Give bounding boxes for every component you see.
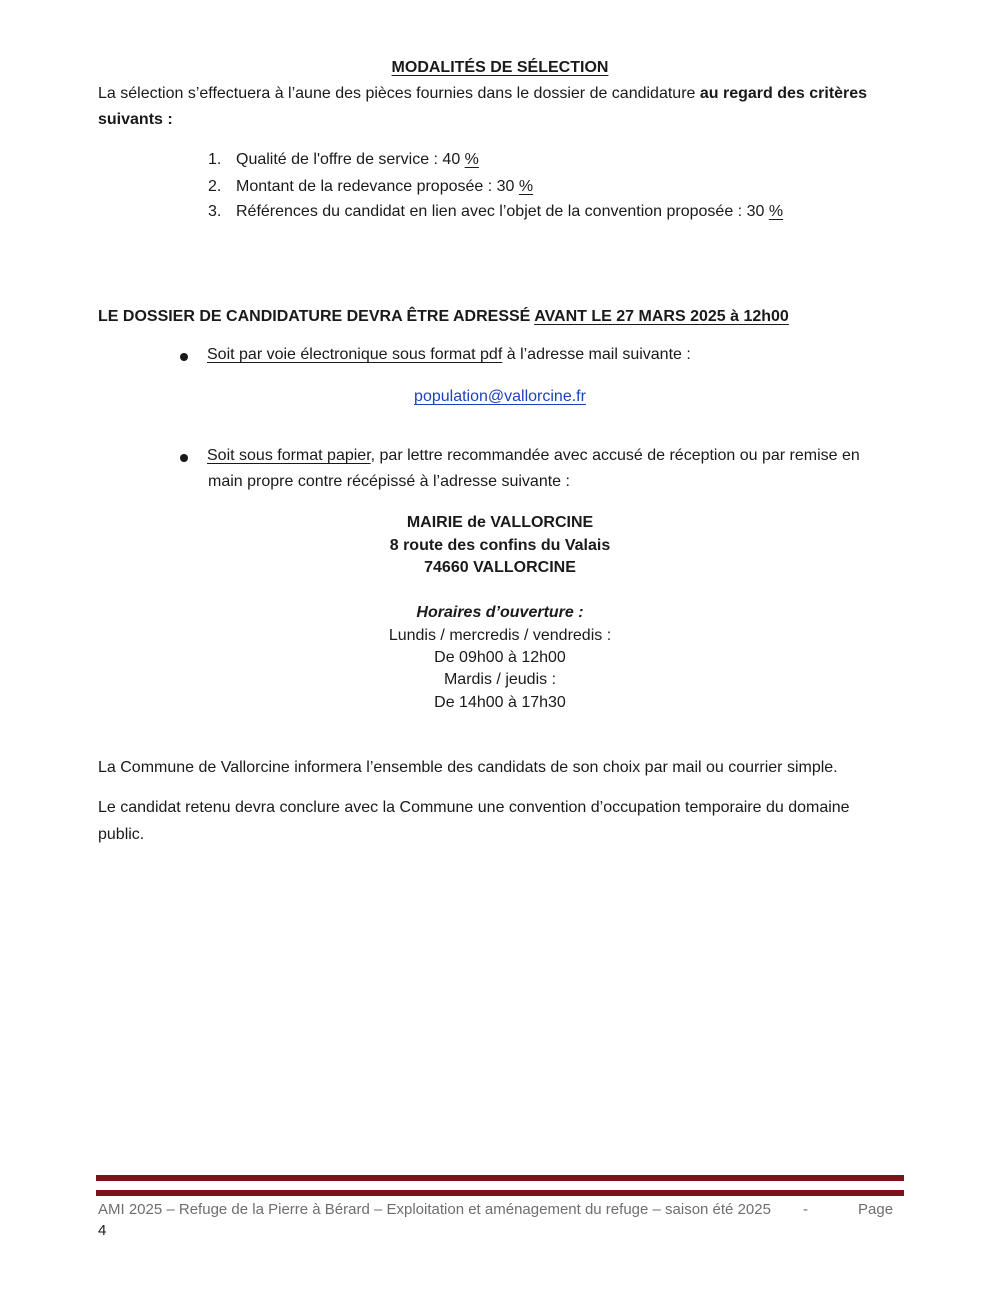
footer-text: AMI 2025 – Refuge de la Pierre à Bérard – Exploitation et aménagement du refuge – saison été 2025: [98, 1201, 771, 1218]
bullet-icon: [180, 353, 188, 361]
footer-rule-top: [96, 1175, 904, 1181]
criteria-text: Montant de la redevance proposée : 30: [236, 178, 519, 195]
option-paper-line1: [207, 447, 860, 465]
criteria-unit: %: [768, 203, 784, 220]
option-electronic-text: à l’adresse mail suivante :: [502, 346, 691, 363]
email-link[interactable]: population@vallorcine.fr: [414, 388, 586, 405]
selection-intro-line2: suivants :: [98, 111, 173, 128]
criteria-item: [208, 178, 534, 196]
option-paper-line2: main propre contre récépissé à l’adresse suivante :: [208, 473, 570, 490]
closing-paragraph2-line1: Le candidat retenu devra conclure avec la Commune une convention d’occupation temporaire du domaine: [98, 799, 850, 816]
footer-page-label: Page: [858, 1201, 894, 1218]
option-paper-text: , par lettre recommandée avec accusé de réception ou par remise en: [370, 447, 860, 464]
criteria-number: 2.: [208, 178, 222, 195]
option-electronic: [207, 346, 691, 364]
criteria-number: 3.: [208, 203, 222, 220]
submission-deadline: AVANT LE 27 MARS 2025 à 12h00: [534, 308, 789, 325]
closing-paragraph2-line2: public.: [98, 826, 145, 843]
criteria-text: Références du candidat en lien avec l’objet de la convention proposée : 30: [236, 203, 769, 220]
selection-intro-text: La sélection s’effectuera à l’aune des pièces fournies dans le dossier de candidature: [98, 85, 700, 102]
submission-heading: [98, 308, 789, 326]
hours-title: Horaires d’ouverture :: [416, 604, 584, 621]
option-paper-label: Soit sous format papier: [207, 447, 371, 464]
criteria-item: [208, 151, 479, 169]
criteria-text: Qualité de l'offre de service : 40: [236, 151, 465, 168]
footer-dash: -: [803, 1201, 808, 1218]
hours-line4: De 14h00 à 17h30: [434, 694, 566, 711]
criteria-unit: %: [464, 151, 479, 168]
selection-heading: MODALITÉS DE SÉLECTION: [391, 59, 609, 76]
address-line1: MAIRIE de VALLORCINE: [406, 514, 594, 531]
submission-heading-text: LE DOSSIER DE CANDIDATURE DEVRA ÊTRE ADRESSÉ: [98, 308, 535, 325]
closing-paragraph1: La Commune de Vallorcine informera l’ensemble des candidats de son choix par mail ou courrier simple.: [98, 759, 838, 776]
hours-line1: Lundis / mercredis / vendredis :: [388, 627, 612, 644]
option-electronic-label: Soit par voie électronique sous format pdf: [207, 346, 503, 363]
selection-intro-bold: au regard des critères: [699, 85, 868, 102]
selection-intro-line1: [98, 85, 867, 103]
criteria-item: [208, 203, 784, 221]
hours-line3: Mardis / jeudis :: [443, 671, 557, 688]
criteria-unit: %: [518, 178, 534, 195]
footer-page-number: 4: [98, 1222, 107, 1239]
criteria-number: 1.: [208, 151, 222, 168]
address-line3: 74660 VALLORCINE: [424, 559, 576, 576]
footer-rule-bottom: [96, 1190, 904, 1196]
address-line2: 8 route des confins du Valais: [389, 537, 611, 554]
bullet-icon: [180, 454, 188, 462]
email-row: [0, 388, 1000, 406]
hours-line2: De 09h00 à 12h00: [434, 649, 566, 666]
